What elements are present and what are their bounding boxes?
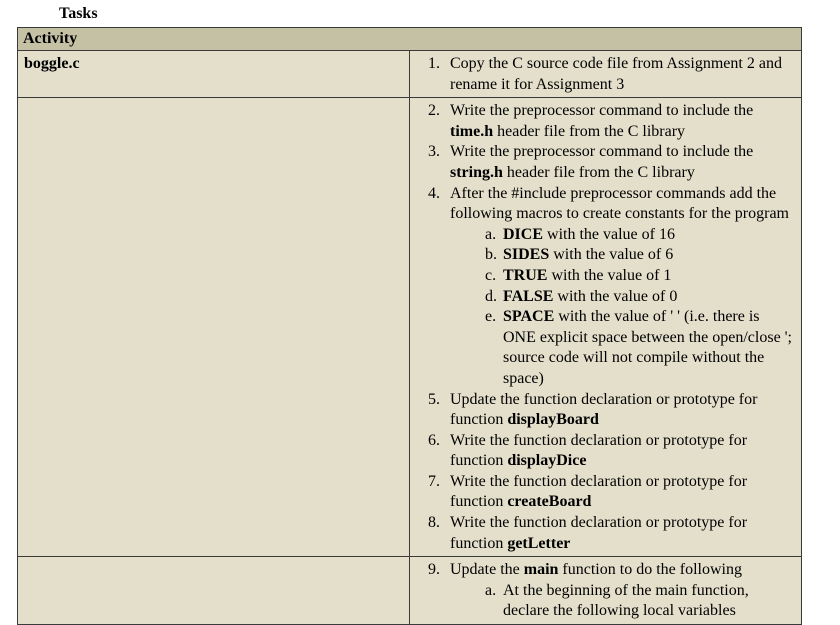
tasks-table bbox=[17, 27, 802, 625]
item-text: Write the preprocessor command to include the bbox=[450, 102, 754, 120]
sub-item-text: with the value of 0 bbox=[553, 287, 678, 305]
list-item bbox=[410, 513, 793, 554]
file-cell bbox=[18, 98, 410, 557]
tasks-cell bbox=[410, 51, 802, 98]
item-keyword: main bbox=[523, 561, 559, 579]
macro-name: FALSE bbox=[503, 287, 554, 305]
list-item bbox=[410, 560, 793, 581]
file-cell bbox=[18, 557, 410, 625]
file-cell: boggle.c bbox=[18, 51, 410, 98]
item-text-after: header file from the C library bbox=[502, 163, 695, 181]
item-text: Update the bbox=[450, 561, 524, 579]
sub-item bbox=[410, 287, 793, 308]
item-number: 7. bbox=[428, 472, 440, 490]
sub-item bbox=[410, 581, 793, 622]
item-number: 1. bbox=[428, 55, 440, 72]
sub-item-letter: b. bbox=[485, 246, 497, 264]
macro-name: SIDES bbox=[503, 246, 550, 264]
sub-item bbox=[410, 307, 793, 389]
sub-item-letter: d. bbox=[485, 287, 497, 305]
macro-name: SPACE bbox=[503, 308, 555, 326]
list-item bbox=[410, 101, 793, 142]
item-text: After the #include preprocessor commands add the following macros to create constants for the program bbox=[450, 184, 789, 223]
macro-name: TRUE bbox=[503, 266, 548, 284]
function-name: displayDice bbox=[507, 452, 587, 470]
item-number: 2. bbox=[428, 102, 440, 120]
item-text-after: function to do the following bbox=[558, 561, 742, 579]
item-text: Write the function declaration or prototype for function bbox=[450, 472, 748, 511]
sub-item bbox=[410, 245, 793, 266]
sub-item-text: with the value of 16 bbox=[543, 225, 675, 243]
table-header-row bbox=[18, 28, 802, 51]
item-number: 4. bbox=[428, 184, 440, 202]
activity-header: Activity bbox=[18, 28, 802, 51]
list-item bbox=[410, 390, 793, 431]
list-item bbox=[410, 54, 793, 95]
item-number: 5. bbox=[428, 390, 440, 408]
list-item bbox=[410, 472, 793, 513]
item-text-after: header file from the C library bbox=[493, 122, 686, 140]
list-item bbox=[410, 142, 793, 183]
item-text: Update the function declaration or prototype for function bbox=[450, 390, 758, 429]
sub-item bbox=[410, 266, 793, 287]
item-text: Write the function declaration or prototype for function bbox=[450, 431, 748, 470]
function-name: getLetter bbox=[507, 534, 571, 552]
item-number: 6. bbox=[428, 431, 440, 449]
table-row bbox=[18, 51, 802, 98]
sub-item-letter: a. bbox=[485, 225, 497, 243]
sub-item-text: At the beginning of the main function, declare the following local variables bbox=[503, 581, 749, 620]
item-keyword: time.h bbox=[450, 122, 494, 140]
macro-name: DICE bbox=[503, 225, 544, 243]
list-item bbox=[410, 184, 793, 225]
table-row bbox=[18, 98, 802, 557]
sub-item-text: with the value of ' ' (i.e. there is ONE explicit space between the open/close '; source code will not compile without the space) bbox=[503, 308, 792, 387]
sub-item bbox=[410, 225, 793, 246]
sub-item-text: with the value of 6 bbox=[549, 246, 674, 264]
item-keyword: string.h bbox=[450, 163, 503, 181]
function-name: displayBoard bbox=[507, 411, 599, 429]
item-text: Write the function declaration or prototype for function bbox=[450, 514, 748, 552]
item-number: 8. bbox=[428, 514, 440, 532]
item-text: Write the preprocessor command to include the bbox=[450, 143, 754, 161]
sub-item-letter: a. bbox=[485, 581, 497, 599]
tasks-cell bbox=[410, 98, 802, 557]
item-number: 3. bbox=[428, 143, 440, 161]
item-text: Copy the C source code file from Assignment 2 and rename it for Assignment 3 bbox=[450, 55, 782, 93]
function-name: createBoard bbox=[507, 493, 592, 511]
sub-item-text: with the value of 1 bbox=[547, 266, 672, 284]
sub-item-letter: c. bbox=[485, 266, 497, 284]
sub-item-letter: e. bbox=[485, 308, 497, 326]
tasks-cell bbox=[410, 557, 802, 625]
list-item bbox=[410, 431, 793, 472]
table-row bbox=[18, 557, 802, 625]
section-title: Tasks bbox=[59, 5, 98, 22]
item-number: 9. bbox=[428, 561, 440, 579]
